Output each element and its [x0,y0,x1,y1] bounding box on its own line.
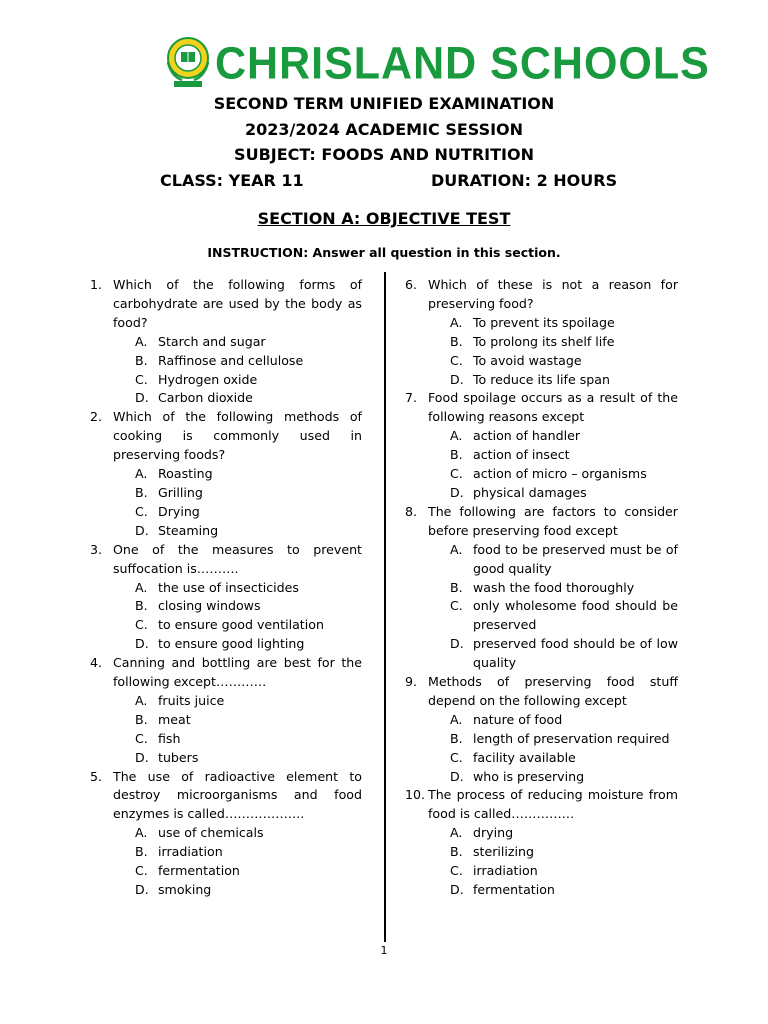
answer-option [450,843,678,862]
option-letter: B. [450,730,463,746]
exam-title: SECOND TERM UNIFIED EXAMINATION [213,94,555,113]
option-text: to ensure good lighting [158,636,305,652]
answer-option [450,730,678,749]
option-letter: C. [135,863,148,879]
option-text: Grilling [158,484,203,500]
duration-label: DURATION: 2 HOURS [431,171,618,190]
option-text: Steaming [158,522,219,538]
answer-option [450,314,678,333]
option-text: fermentation [158,863,240,879]
question-number: 3. [90,541,103,557]
question-stem [405,389,678,427]
question-number: 5. [90,768,103,784]
answer-option [135,503,362,522]
answer-option [450,484,678,503]
option-text: facility available [473,749,576,765]
option-text: To reduce its life span [473,371,610,387]
school-logo [165,36,710,92]
answer-option [135,843,362,862]
option-letter: D. [135,636,149,652]
option-letter: A. [450,428,463,444]
subject: SUBJECT: FOODS AND NUTRITION [234,145,534,164]
option-text: smoking [158,882,212,897]
option-text: Carbon dioxide [158,390,253,406]
option-letter: A. [450,314,463,330]
answer-option [135,730,362,749]
answer-option [450,862,678,881]
question-number: 4. [90,655,103,671]
option-letter: C. [450,352,463,368]
option-text: To avoid wastage [473,352,582,368]
option-text: irradiation [473,863,538,879]
option-text: To prolong its shelf life [473,333,615,349]
answer-option [450,579,678,598]
option-text: irradiation [158,844,223,860]
option-letter: B. [450,844,463,860]
question-text: The use of radioactive element to destroy microorganisms and food enzymes is called………………. [113,768,362,822]
answer-option [450,333,678,352]
question-column-left [90,276,362,900]
option-letter: D. [135,882,149,897]
option-letter: D. [135,749,149,765]
answer-option [450,768,678,787]
option-letter: C. [450,863,463,879]
answer-option [450,597,678,635]
option-text: action of handler [473,428,581,444]
option-text: preserved food should be of low quality [473,636,678,671]
option-letter: B. [135,352,148,368]
answer-option [135,371,362,390]
instruction: INSTRUCTION: Answer all question in this section. [207,245,561,260]
option-letter: B. [450,333,463,349]
question-text: The following are factors to consider before preserving food except [428,503,678,538]
question-stem [90,541,362,579]
question-text: The process of reducing moisture from food is called…………… [428,787,678,822]
section-title: SECTION A: OBJECTIVE TEST [257,209,511,228]
answer-option [450,881,678,900]
option-text: length of preservation required [473,730,670,746]
question-number: 1. [90,277,103,292]
question-column-right [405,276,678,900]
option-text: to ensure good ventilation [158,617,324,633]
option-letter: D. [450,768,464,784]
answer-option [135,484,362,503]
option-text: meat [158,711,191,727]
option-letter: D. [450,484,464,500]
question-stem [405,673,678,711]
option-letter: D. [450,882,464,897]
question-item [90,654,362,767]
option-text: fermentation [473,882,555,897]
answer-option [135,579,362,598]
option-letter: C. [450,598,463,614]
question-item [405,786,678,899]
answer-option [135,616,362,635]
option-text: who is preserving [473,768,585,784]
option-text: wash the food thoroughly [473,579,635,595]
option-letter: A. [450,711,463,727]
option-letter: B. [450,447,463,463]
answer-option [450,711,678,730]
question-item [405,503,678,673]
question-stem [405,503,678,541]
question-number: 10. [405,787,426,803]
option-text: use of chemicals [158,825,264,841]
column-divider [384,272,386,942]
answer-option [135,862,362,881]
question-stem [405,786,678,824]
option-letter: A. [450,541,463,557]
answer-option [135,465,362,484]
question-item [90,276,362,408]
answer-option [135,333,362,352]
option-text: the use of insecticides [158,579,299,595]
option-letter: C. [135,371,148,387]
option-text: sterilizing [473,844,535,860]
academic-session: 2023/2024 ACADEMIC SESSION [244,120,524,139]
option-letter: A. [135,825,148,841]
answer-option [135,824,362,843]
answer-option [450,824,678,843]
answer-option [135,597,362,616]
option-text: Hydrogen oxide [158,371,258,387]
question-stem [90,768,362,825]
option-letter: A. [135,579,148,595]
question-number: 8. [405,503,418,519]
option-letter: C. [135,730,148,746]
question-item [90,768,362,900]
option-text: nature of food [473,711,563,727]
question-text: Food spoilage occurs as a result of the following reasons except [428,390,678,425]
question-item [405,276,678,389]
question-stem [90,654,362,692]
answer-option [135,711,362,730]
answer-option [450,541,678,579]
option-text: tubers [158,749,199,765]
answer-option [450,635,678,673]
option-text: Raffinose and cellulose [158,352,304,368]
answer-option [135,635,362,654]
option-text: fruits juice [158,692,225,708]
answer-option [450,352,678,371]
option-letter: D. [450,371,464,387]
option-letter: B. [135,711,148,727]
option-text: Roasting [158,466,213,482]
school-name: CHRISLAND SCHOOLS [215,38,710,89]
question-text: One of the measures to prevent suffocation is………. [113,541,362,576]
question-item [405,389,678,502]
option-text: only wholesome food should be preserved [473,598,678,633]
answer-option [135,389,362,408]
option-letter: B. [135,844,148,860]
option-letter: D. [135,522,149,538]
question-number: 2. [90,409,103,425]
question-item [90,408,362,540]
option-letter: D. [135,390,149,406]
option-letter: B. [135,484,148,500]
option-letter: B. [135,598,148,614]
answer-option [450,749,678,768]
answer-option [450,465,678,484]
option-letter: D. [450,636,464,652]
class-label: CLASS: YEAR 11 [160,171,304,190]
option-text: food to be preserved must be of good quality [473,541,678,576]
question-text: Methods of preserving food stuff depend on the following except [428,674,678,708]
answer-option [135,749,362,768]
question-number: 9. [405,674,418,690]
question-number: 6. [405,277,418,292]
option-text: physical damages [473,484,587,500]
option-letter: A. [135,466,148,482]
answer-option [450,371,678,390]
option-text: fish [158,730,181,746]
page-number: 1 [380,944,388,957]
question-item [90,541,362,654]
question-number: 7. [405,390,418,406]
option-text: action of micro – organisms [473,466,647,482]
answer-option [135,352,362,371]
option-letter: A. [135,333,148,349]
option-letter: C. [450,466,463,482]
answer-option [135,522,362,541]
answer-option [135,881,362,900]
option-letter: A. [450,825,463,841]
answer-option [135,692,362,711]
option-letter: B. [450,579,463,595]
question-text: Canning and bottling are best for the following except………… [113,655,362,690]
answer-option [450,427,678,446]
option-letter: C. [135,503,148,519]
question-text: Which of the following forms of carbohydrate are used by the body as food? [113,277,362,330]
question-text: Which of the following methods of cooking is commonly used in preserving foods? [113,409,362,463]
answer-option [450,446,678,465]
question-stem [90,408,362,465]
question-item [405,673,678,786]
question-stem [405,276,678,314]
option-letter: C. [450,749,463,765]
question-text: Which of these is not a reason for preserving food? [428,277,678,311]
question-stem [90,276,362,333]
option-text: Drying [158,503,200,519]
option-text: Starch and sugar [158,333,266,349]
option-text: action of insect [473,447,570,463]
option-text: To prevent its spoilage [473,314,615,330]
option-text: closing windows [158,598,261,614]
option-letter: A. [135,692,148,708]
option-letter: C. [135,617,148,633]
school-crest-icon [165,36,211,92]
option-text: drying [473,825,514,841]
